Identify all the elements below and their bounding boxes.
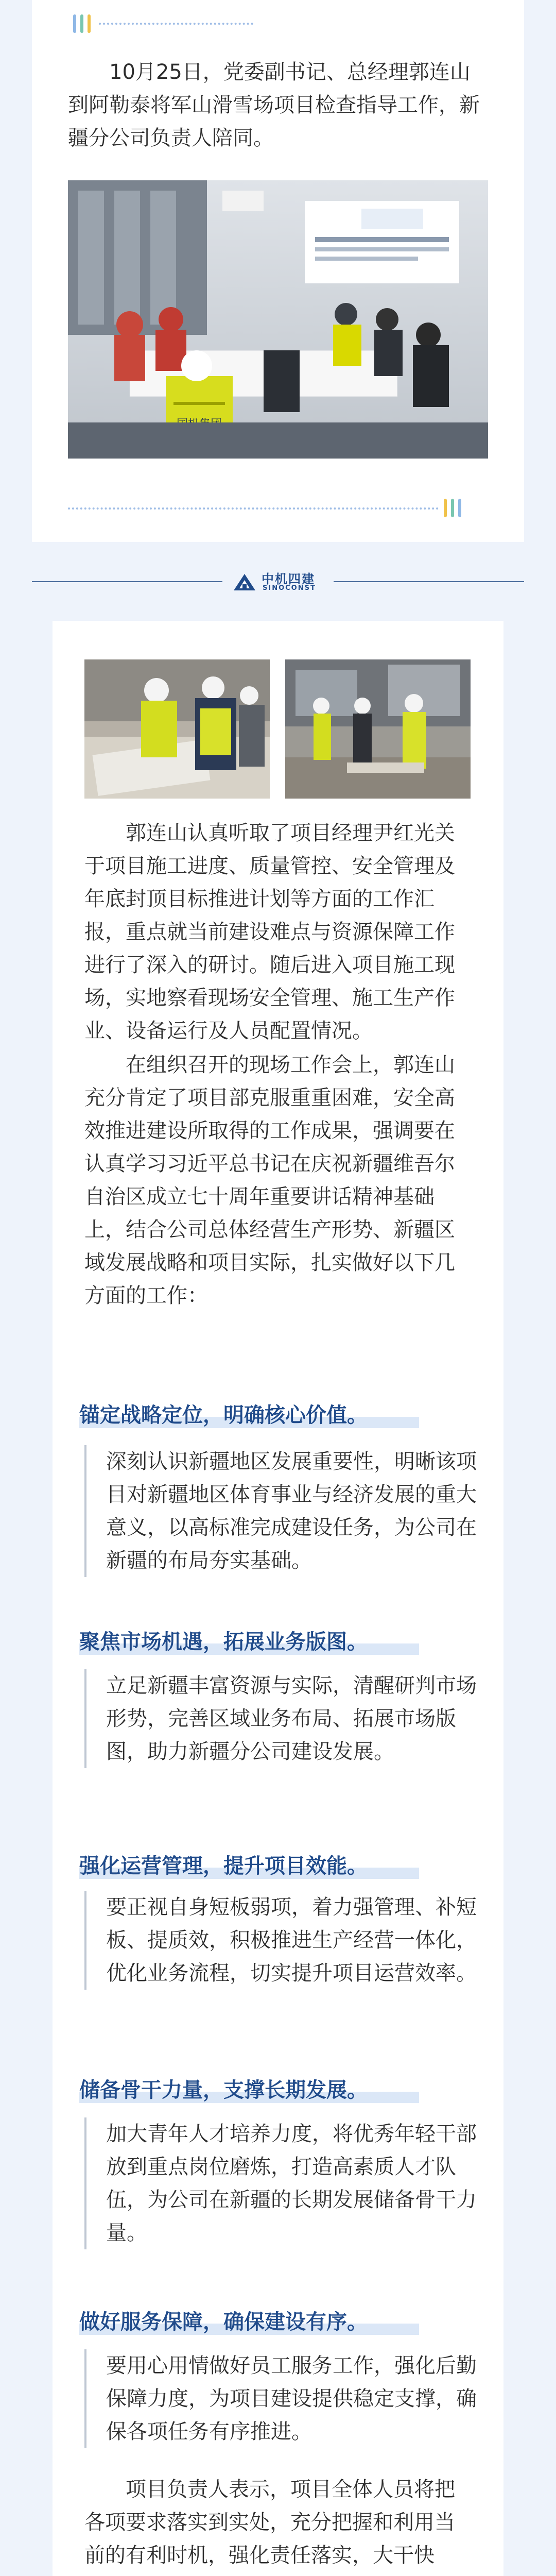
section-title-2-text: 聚焦市场机遇，拓展业务版图。 — [79, 1630, 368, 1654]
section-body-3: 要正视自身短板弱项，着力强管理、补短板、提质效，积极推进生产经营一体化，优化业务流程，切实提升项目运营效率。 — [84, 1891, 485, 1990]
intro-paragraph: 10月25日，党委副书记、总经理郭连山到阿勒泰将军山滑雪场项目检查指导工作，新疆分公司负责人陪同。 — [68, 60, 480, 150]
dotted-divider-top — [99, 23, 253, 25]
dotted-divider-bottom — [68, 507, 439, 510]
section-body-1: 深刻认识新疆地区发展重要性，明晰该项目对新疆地区体育事业与经济发展的重大意义，以高标准完成建设任务，为公司在新疆的布局夯实基础。 — [84, 1445, 485, 1577]
section-body-5: 要用心用情做好员工服务工作，强化后勤保障力度，为项目建设提供稳定支撑，确保各项任务有序推进。 — [84, 2349, 485, 2448]
company-logo-divider — [32, 566, 524, 597]
section-title-3-text: 强化运营管理，提升项目效能。 — [79, 1854, 368, 1878]
decorative-bars-bottom — [444, 499, 461, 517]
content-card — [53, 621, 503, 2576]
body-paragraph-2: 在组织召开的现场工作会上，郭连山充分肯定了项目部克服重重困难，安全高效推进建设所取得的工作成果，强调要在认真学习习近平总书记在庆祝新疆维吾尔自治区成立七十周年重要讲话精神基础上，结合公司总体经营生产形势、新疆区域发展战略和项目实际，扎实做好以下几方面的工作： — [84, 1053, 455, 1308]
site-photo-left — [84, 659, 270, 799]
section-title-4-text: 储备骨干力量，支撑长期发展。 — [79, 2078, 368, 2102]
intro-card — [32, 0, 524, 542]
body-paragraph-1: 郭连山认真听取了项目经理尹红光关于项目施工进度、质量管控、安全管理及年底封顶目标推进计划等方面的工作汇报，重点就当前建设难点与资源保障工作进行了深入的研讨。随后进入项目施工现场，实地察看现场安全管理、施工生产作业、设备运行及人员配置情况。 — [84, 821, 455, 1043]
company-logo — [233, 568, 323, 595]
site-photo-right-image — [285, 659, 471, 799]
meeting-photo — [68, 180, 488, 459]
divider-line-left — [32, 581, 222, 582]
divider-line-right — [334, 581, 524, 582]
decorative-bars-top — [73, 14, 91, 33]
section-title-1-text: 锚定战略定位，明确核心价值。 — [79, 1403, 368, 1427]
section-title-2 — [79, 1628, 419, 1656]
section-body-2: 立足新疆丰富资源与实际，清醒研判市场形势，完善区域业务布局、拓展市场版图，助力新疆分公司建设发展。 — [84, 1669, 485, 1768]
site-photo-right — [285, 659, 471, 799]
section-body-4: 加大青年人才培养力度，将优秀年轻干部放到重点岗位磨炼，打造高素质人才队伍，为公司在新疆的长期发展储备骨干力量。 — [84, 2117, 485, 2249]
section-title-5 — [79, 2308, 419, 2336]
site-photo-left-image — [84, 659, 270, 799]
logo-mark-icon — [233, 573, 256, 591]
section-title-4 — [79, 2076, 419, 2104]
meeting-photo-image — [68, 180, 488, 459]
logo-name-en: SINOCONST — [263, 584, 316, 592]
section-title-5-text: 做好服务保障，确保建设有序。 — [79, 2310, 368, 2334]
closing-paragraph: 项目负责人表示，项目全体人员将把各项要求落实到实处，充分把握和利用当前的有利时机，强化责任落实，大干快 — [84, 2478, 455, 2567]
section-title-1 — [79, 1401, 419, 1429]
section-title-3 — [79, 1852, 419, 1880]
logo-name-cn: 中机四建 — [262, 572, 315, 586]
